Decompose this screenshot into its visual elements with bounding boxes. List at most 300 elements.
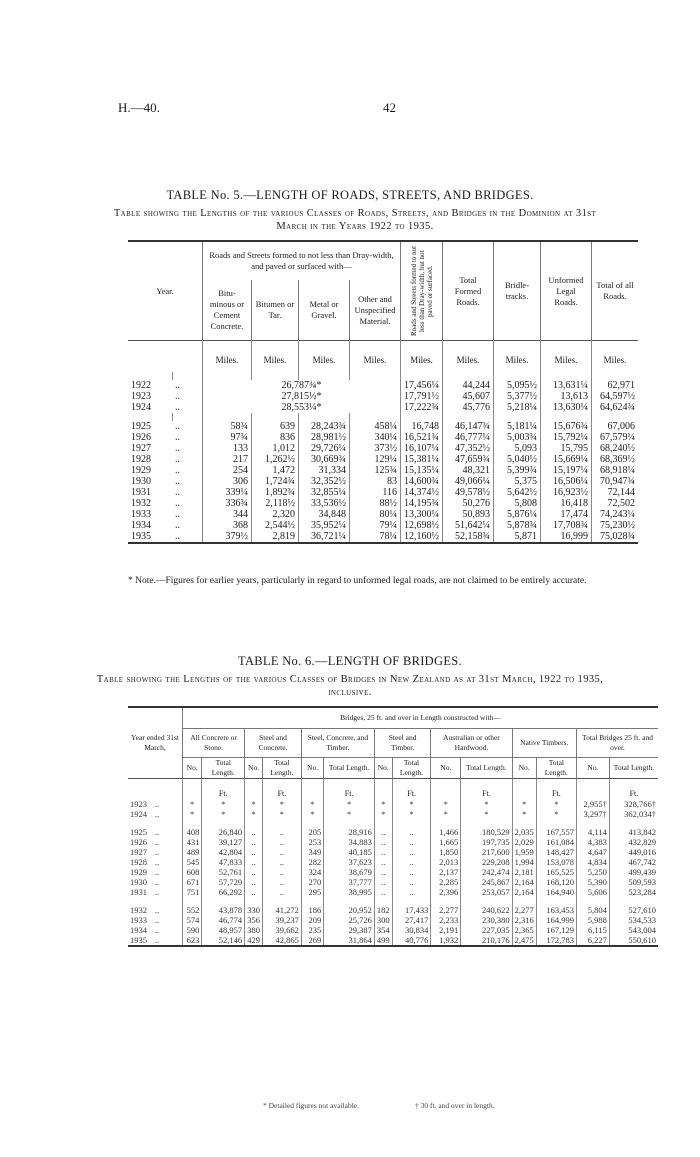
metal-cell: 28,981½	[299, 432, 350, 443]
total-cell: 75,028¾	[592, 531, 639, 543]
metal-cell: 34,848	[299, 509, 350, 520]
sct_no-cell: 205	[301, 827, 323, 837]
table-row	[128, 454, 638, 465]
unit-miles: Miles.	[592, 341, 639, 373]
t_no-cell: 5,606	[577, 887, 610, 897]
table-row	[128, 432, 638, 443]
not-available-cell: *	[392, 809, 431, 819]
n_len-cell: 172,783	[536, 935, 576, 946]
sc_len-cell: ..	[262, 847, 301, 857]
n_no-cell: 2,164	[512, 887, 536, 897]
h_no-cell: 2,013	[431, 857, 461, 867]
year-cell: 1930	[131, 476, 151, 487]
year-cell	[128, 857, 183, 867]
sc_no-cell: ..	[245, 827, 263, 837]
n_len-cell: 153,078	[536, 857, 576, 867]
st_no-cell: ..	[374, 827, 392, 837]
unit-feet: Ft.	[461, 779, 512, 800]
metal-cell: 31,334	[299, 465, 350, 476]
table-row	[128, 837, 658, 847]
table-row	[128, 847, 658, 857]
table-row	[128, 476, 638, 487]
tar-cell: 2,544½	[252, 520, 299, 531]
unformed-cell: 16,999	[541, 531, 592, 543]
metal-cell: 32,855¼	[299, 487, 350, 498]
c_len-cell: 43,878	[202, 905, 245, 915]
bitu-cell: 58¾	[203, 421, 252, 432]
year-cell: 1927	[131, 443, 151, 454]
year-cell: 1934	[131, 520, 151, 531]
leader-dots: ..	[155, 925, 160, 935]
sub-no: No.	[374, 758, 392, 779]
other-cell: 129¼	[350, 454, 401, 465]
leader-dots: ..	[155, 857, 160, 867]
sct_len-cell: 25,726	[324, 915, 375, 925]
unit-feet: Ft.	[392, 779, 431, 800]
notpaved-cell: 15,135¼	[401, 465, 443, 476]
n_no-cell: 2,164	[512, 877, 536, 887]
year-cell: 1931	[131, 487, 151, 498]
sct_no-cell: 295	[301, 887, 323, 897]
leader-dots: ..	[155, 867, 160, 877]
h_len-cell: 180,529	[461, 827, 512, 837]
total-cell: 72,502	[592, 498, 639, 509]
not-available-cell: *	[262, 809, 301, 819]
bridle-cell: 5,878¾	[494, 520, 541, 531]
sub-no: No.	[245, 758, 263, 779]
year-cell: 1932	[131, 498, 151, 509]
st_len-cell: ..	[392, 867, 431, 877]
h_no-cell: 2,285	[431, 877, 461, 887]
table6-bridges	[128, 706, 658, 947]
t_no-cell: 4,383	[577, 837, 610, 847]
table-row	[128, 465, 638, 476]
c_len-cell: 57,729	[202, 877, 245, 887]
table-row	[128, 443, 638, 454]
table-row	[128, 915, 658, 925]
sc_no-cell: 380	[245, 925, 263, 935]
sct_len-cell: 38,995	[324, 887, 375, 897]
bitu-cell: 217	[203, 454, 252, 465]
t_no-cell: 5,804	[577, 905, 610, 915]
sct_len-cell: 29,387	[324, 925, 375, 935]
sub-total-length: Total Length.	[392, 758, 431, 779]
leader-dots: ..	[175, 432, 180, 443]
leader-dots: ..	[175, 402, 180, 413]
metal-cell: 36,721¼	[299, 531, 350, 543]
total-no-cell: 2,955†	[577, 799, 610, 809]
notpaved-cell: 16,107¼	[401, 443, 443, 454]
n_len-cell: 165,525	[536, 867, 576, 877]
h_no-cell: 1,932	[431, 935, 461, 946]
t_no-cell: 5,250	[577, 867, 610, 877]
sct_len-cell: 31,864	[324, 935, 375, 946]
other-cell: 116	[350, 487, 401, 498]
t_len-cell: 543,004	[609, 925, 658, 935]
h_len-cell: 240,622	[461, 905, 512, 915]
unit-miles: Miles.	[203, 341, 252, 373]
year-cell: 1928	[131, 454, 151, 465]
unformed-cell: 17,708¾	[541, 520, 592, 531]
n_len-cell: 163,453	[536, 905, 576, 915]
year-value: 1930	[130, 877, 147, 887]
leader-dots: ..	[175, 465, 180, 476]
h_len-cell: 227,035	[461, 925, 512, 935]
unformed-cell: 15,792¼	[541, 432, 592, 443]
sc_len-cell: ..	[262, 857, 301, 867]
year-value: 1927	[130, 847, 147, 857]
bridle-cell: 5,040½	[494, 454, 541, 465]
year-value: 1924	[130, 809, 147, 819]
table-row	[128, 487, 638, 498]
sc_len-cell: ..	[262, 877, 301, 887]
st_no-cell: ..	[374, 847, 392, 857]
tar-cell: 836	[252, 432, 299, 443]
bridle-cell: 5,181¼	[494, 421, 541, 432]
formed-cell: 48,321	[443, 465, 494, 476]
table-row	[128, 935, 658, 946]
table-row	[128, 857, 658, 867]
bridle-cell: 5,808	[494, 498, 541, 509]
unformed-cell: 13,631¼	[541, 380, 592, 391]
sct_no-cell: 186	[301, 905, 323, 915]
c_len-cell: 47,833	[202, 857, 245, 867]
not-available-cell: *	[461, 799, 512, 809]
sc_no-cell: ..	[245, 877, 263, 887]
col-total-roads: Total of all Roads.	[592, 241, 639, 341]
bridle-cell: 5,095½	[494, 380, 541, 391]
bitu-cell: 368	[203, 520, 252, 531]
unit-miles: Miles.	[541, 341, 592, 373]
bitu-cell: 379½	[203, 531, 252, 543]
notpaved-cell: 13,300¼	[401, 509, 443, 520]
col-bridle-tracks: Bridle-tracks.	[494, 241, 541, 341]
table5-note: * Note.—Figures for earlier years, particularly in regard to unformed legal roads, are not claimed to be entirely accurate.	[128, 576, 587, 586]
not-available-cell: *	[431, 809, 461, 819]
col-all-concrete: All Concrete or Stone.	[183, 729, 245, 758]
bitu-cell: 306	[203, 476, 252, 487]
c_no-cell: 431	[183, 837, 202, 847]
not-available-cell: *	[301, 809, 323, 819]
notpaved-cell: 12,698½	[401, 520, 443, 531]
notpaved-cell: 14,195¾	[401, 498, 443, 509]
col-bituminous: Bitu-minous or Cement Concrete.	[203, 280, 252, 341]
leader-dots: ..	[175, 498, 180, 509]
not-available-cell: *	[324, 809, 375, 819]
unit-miles: Miles.	[350, 341, 401, 373]
unit-miles: Miles.	[401, 341, 443, 373]
bridle-cell: 5,871	[494, 531, 541, 543]
formed-cell: 47,659¾	[443, 454, 494, 465]
not-available-cell: *	[202, 809, 245, 819]
leader-dots: ..	[175, 487, 180, 498]
sc_no-cell: ..	[245, 837, 263, 847]
not-available-cell: *	[301, 799, 323, 809]
t_len-cell: 534,533	[609, 915, 658, 925]
c_len-cell: 39,127	[202, 837, 245, 847]
leader-dots: ..	[155, 915, 160, 925]
bridle-cell: 5,399¾	[494, 465, 541, 476]
table-row	[128, 380, 638, 391]
c_no-cell: 590	[183, 925, 202, 935]
table5-subtitle: Table showing the Lengths of the various Classes of Roads, Streets, and Bridges in the Dominion at 31st March in the Years 1922 to 1935.	[113, 208, 597, 232]
c_no-cell: 623	[183, 935, 202, 946]
table-row	[128, 391, 638, 402]
other-cell: 79¼	[350, 520, 401, 531]
sc_no-cell: 356	[245, 915, 263, 925]
not-available-cell: *	[374, 799, 392, 809]
t_no-cell: 4,647	[577, 847, 610, 857]
sc_no-cell: ..	[245, 867, 263, 877]
formed-cell: 50,276	[443, 498, 494, 509]
not-available-cell: *	[245, 809, 263, 819]
not-available-cell: *	[202, 799, 245, 809]
h_no-cell: 2,396	[431, 887, 461, 897]
c_no-cell: 751	[183, 887, 202, 897]
year-cell	[128, 847, 183, 857]
col-group-bridges: Bridges, 25 ft. and over in Length constructed with—	[183, 707, 659, 729]
h_no-cell: 2,233	[431, 915, 461, 925]
sct_len-cell: 20,952	[324, 905, 375, 915]
t_len-cell: 413,842	[609, 827, 658, 837]
bridle-cell: 5,377½	[494, 391, 541, 402]
not-available-cell: *	[262, 799, 301, 809]
leader-dots: ..	[172, 531, 203, 543]
not-available-cell: *	[374, 809, 392, 819]
st_len-cell: 30,834	[392, 925, 431, 935]
t_len-cell: 449,016	[609, 847, 658, 857]
table6-title: TABLE No. 6.—LENGTH OF BRIDGES.	[238, 654, 462, 668]
sc_len-cell: 42,865	[262, 935, 301, 946]
bitu-cell: 336¾	[203, 498, 252, 509]
sc_len-cell: ..	[262, 827, 301, 837]
formed-cell: 47,352½	[443, 443, 494, 454]
sct_no-cell: 349	[301, 847, 323, 857]
notpaved-cell: 14,600¾	[401, 476, 443, 487]
sub-no: No.	[512, 758, 536, 779]
c_len-cell: 42,804	[202, 847, 245, 857]
sct_len-cell: 37,623	[324, 857, 375, 867]
unformed-cell: 17,474	[541, 509, 592, 520]
formed-cell: 51,642¼	[443, 520, 494, 531]
year-value: 1923	[130, 799, 147, 809]
t_no-cell: 5,390	[577, 877, 610, 887]
bitu-cell: 97¾	[203, 432, 252, 443]
t_no-cell: 4,114	[577, 827, 610, 837]
col-other-material: Other and Unspecified Material.	[350, 280, 401, 341]
sc_len-cell: 41,272	[262, 905, 301, 915]
total-cell: 64,624¾	[592, 402, 639, 413]
metal-cell: 30,669¾	[299, 454, 350, 465]
sc_no-cell: ..	[245, 857, 263, 867]
leader-dots: ..	[175, 476, 180, 487]
sct_no-cell: 269	[301, 935, 323, 946]
col-group-paved: Roads and Streets formed to not less than Dray-width, and paved or surfaced with—	[203, 241, 401, 280]
sub-no: No.	[301, 758, 323, 779]
h_no-cell: 1,665	[431, 837, 461, 847]
table-row	[128, 827, 658, 837]
paved-total-cell: 26,787¾*	[203, 380, 401, 391]
year-cell: 1926	[131, 432, 151, 443]
formed-cell: 50,893	[443, 509, 494, 520]
total-cell: 64,597½	[592, 391, 639, 402]
year-cell: 1935	[128, 531, 172, 543]
sct_no-cell: 253	[301, 837, 323, 847]
n_no-cell: 1,959	[512, 847, 536, 857]
h_no-cell: 2,137	[431, 867, 461, 877]
tar-cell: 2,320	[252, 509, 299, 520]
table-row	[128, 877, 658, 887]
not-available-cell: *	[245, 799, 263, 809]
bridle-cell: 5,642½	[494, 487, 541, 498]
notpaved-cell: 15,381¼	[401, 454, 443, 465]
c_len-cell: 52,761	[202, 867, 245, 877]
table5-roads	[128, 240, 638, 544]
leader-dots: ..	[155, 887, 160, 897]
year-value: 1926	[130, 837, 147, 847]
col-total-bridges: Total Bridges 25 ft. and over.	[577, 729, 658, 758]
year-cell: 1933	[131, 509, 151, 520]
n_no-cell: 2,475	[512, 935, 536, 946]
unit-feet: Ft.	[324, 779, 375, 800]
sct_no-cell: 235	[301, 925, 323, 935]
sub-no: No.	[577, 758, 610, 779]
leader-dots: ..	[155, 799, 160, 809]
total-cell: 62,971	[592, 380, 639, 391]
leader-dots: ..	[175, 509, 180, 520]
other-cell: 125¾	[350, 465, 401, 476]
col-metal-gravel: Metal or Gravel.	[299, 280, 350, 341]
sub-total-length: Total Length.	[202, 758, 245, 779]
n_len-cell: 164,940	[536, 887, 576, 897]
t_no-cell: 4,834	[577, 857, 610, 867]
sct_no-cell: 282	[301, 857, 323, 867]
metal-cell: 33,536½	[299, 498, 350, 509]
col-bitumen-tar: Bitumen or Tar.	[252, 280, 299, 341]
st_len-cell: 27,417	[392, 915, 431, 925]
notpaved-cell: 16,521¾	[401, 432, 443, 443]
bridle-cell: 5,876¼	[494, 509, 541, 520]
bridle-cell: 5,093	[494, 443, 541, 454]
document-code: H.—40.	[118, 100, 160, 115]
sc_no-cell: ..	[245, 887, 263, 897]
c_no-cell: 574	[183, 915, 202, 925]
unit-miles: Miles.	[252, 341, 299, 373]
sc_len-cell: ..	[262, 887, 301, 897]
table-row	[128, 887, 658, 897]
h_len-cell: 197,735	[461, 837, 512, 847]
st_len-cell: 17,433	[392, 905, 431, 915]
leader-dots: ..	[155, 905, 160, 915]
st_len-cell: ..	[392, 857, 431, 867]
leader-dots: ..	[155, 847, 160, 857]
year-value: 1933	[130, 915, 147, 925]
table5-title: TABLE No. 5.—LENGTH OF ROADS, STREETS, AND BRIDGES.	[166, 188, 534, 202]
formed-cell: 52,158¾	[443, 531, 494, 543]
other-cell: 458¼	[350, 421, 401, 432]
total-length-cell: 328,766†	[609, 799, 658, 809]
col-total-formed: Total Formed Roads.	[443, 241, 494, 341]
c_len-cell: 66,292	[202, 887, 245, 897]
t_no-cell: 6,115	[577, 925, 610, 935]
col-not-paved: Roads and Streets formed to not less than Dray-width, but not paved or surfaced.	[401, 241, 443, 341]
unformed-cell: 16,418	[541, 498, 592, 509]
col-steel-timber: Steel and Timber.	[374, 729, 430, 758]
st_len-cell: ..	[392, 877, 431, 887]
year-cell: 1922	[131, 380, 151, 391]
sct_len-cell: 40,185	[324, 847, 375, 857]
year-value: 1932	[130, 905, 147, 915]
n_len-cell: 167,557	[536, 827, 576, 837]
st_no-cell: 354	[374, 925, 392, 935]
year-value: 1935	[130, 935, 147, 945]
not-paved-cell: 17,456¼	[401, 380, 443, 391]
c_no-cell: 408	[183, 827, 202, 837]
metal-cell: 29,726¼	[299, 443, 350, 454]
n_no-cell: 2,035	[512, 827, 536, 837]
total-length-cell: 362,034†	[609, 809, 658, 819]
table-row	[128, 531, 638, 543]
st_no-cell: ..	[374, 837, 392, 847]
c_len-cell: 46,774	[202, 915, 245, 925]
unit-feet: Ft.	[202, 779, 245, 800]
n_len-cell: 168,120	[536, 877, 576, 887]
sc_len-cell: ..	[262, 837, 301, 847]
table6-footnote-star: * Detailed figures not available.	[263, 1101, 360, 1110]
tar-cell: 1,472	[252, 465, 299, 476]
tar-cell: 2,118½	[252, 498, 299, 509]
unformed-cell: 15,197¼	[541, 465, 592, 476]
not-available-cell: *	[512, 809, 536, 819]
leader-dots: ..	[155, 935, 160, 945]
st_len-cell: ..	[392, 827, 431, 837]
table-row	[128, 520, 638, 531]
tar-cell: 1,262½	[252, 454, 299, 465]
year-cell	[128, 867, 183, 877]
table-row	[128, 402, 638, 413]
leader-dots: ..	[175, 380, 180, 391]
st_len-cell: ..	[392, 887, 431, 897]
bitu-cell: 339¼	[203, 487, 252, 498]
tar-cell: 1,892¾	[252, 487, 299, 498]
sub-no: No.	[183, 758, 202, 779]
formed-cell: 49,066¼	[443, 476, 494, 487]
table-row	[128, 799, 658, 809]
year-cell	[128, 915, 183, 925]
leader-dots: ..	[155, 877, 160, 887]
metal-cell: 32,352½	[299, 476, 350, 487]
leader-dots: ..	[155, 827, 160, 837]
leader-dots: ..	[175, 391, 180, 402]
year-cell	[128, 837, 183, 847]
table-row	[128, 905, 658, 915]
other-cell: 80¼	[350, 509, 401, 520]
col-hardwood: Australian or other Hardwood.	[431, 729, 512, 758]
st_len-cell: 40,776	[392, 935, 431, 946]
sc_len-cell: 39,237	[262, 915, 301, 925]
total-no-cell: 3,297†	[577, 809, 610, 819]
year-cell	[128, 877, 183, 887]
h_no-cell: 1,466	[431, 827, 461, 837]
bitu-cell: 133	[203, 443, 252, 454]
year-cell	[128, 925, 183, 935]
table-row	[128, 809, 658, 819]
leader-dots: ..	[175, 520, 180, 531]
notpaved-cell: 12,160½	[401, 531, 443, 543]
c_no-cell: 552	[183, 905, 202, 915]
n_len-cell: 161,084	[536, 837, 576, 847]
col-year-ended: Year ended 31st March,	[128, 707, 183, 779]
